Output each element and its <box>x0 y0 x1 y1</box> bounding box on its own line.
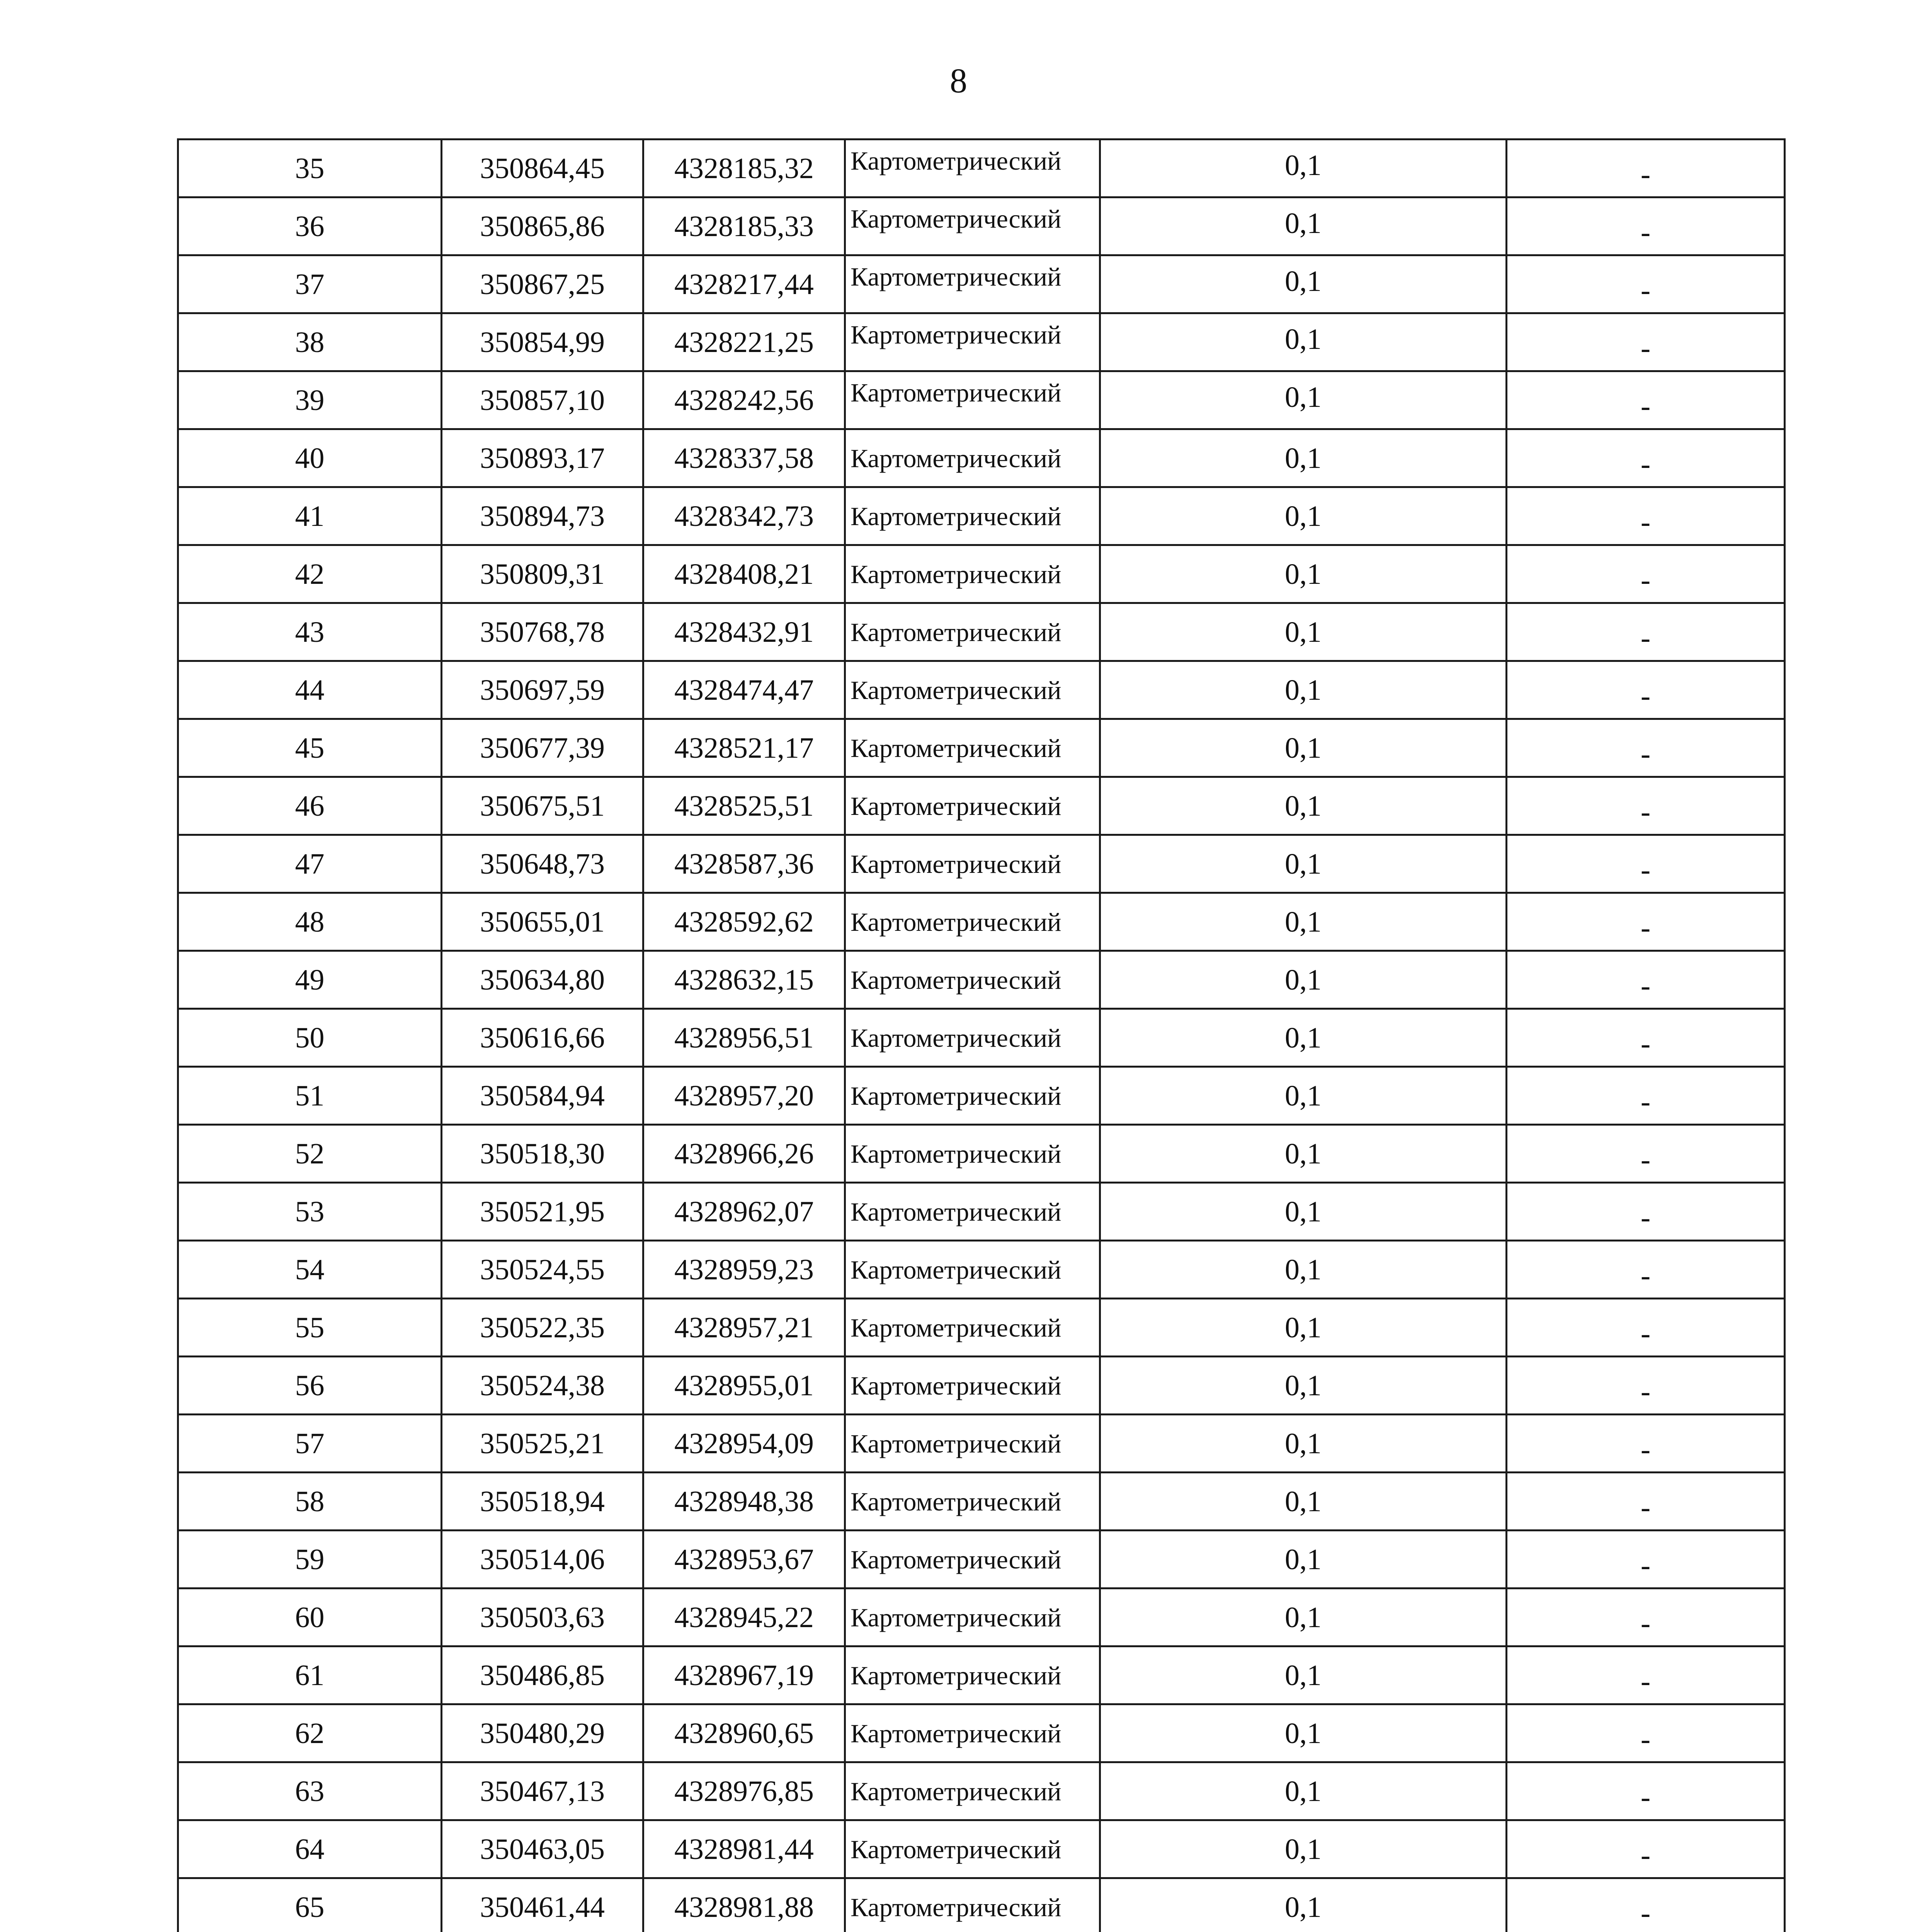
y-coordinate-cell: 4328967,19 <box>643 1646 845 1704</box>
x-coordinate-cell: 350525,21 <box>442 1415 643 1473</box>
point-number-cell: 52 <box>178 1125 442 1183</box>
note-cell: - <box>1507 1183 1785 1241</box>
y-coordinate-cell: 4328474,47 <box>643 661 845 719</box>
y-coordinate-cell: 4328966,26 <box>643 1125 845 1183</box>
method-cell: Картометрический <box>845 255 1100 313</box>
point-number-cell: 65 <box>178 1878 442 1932</box>
point-number-cell: 44 <box>178 661 442 719</box>
x-coordinate-cell: 350463,05 <box>442 1820 643 1878</box>
point-number-cell: 58 <box>178 1473 442 1531</box>
accuracy-cell: 0,1 <box>1100 313 1507 371</box>
point-number-cell: 38 <box>178 313 442 371</box>
y-coordinate-cell: 4328962,07 <box>643 1183 845 1241</box>
y-coordinate-cell: 4328221,25 <box>643 313 845 371</box>
note-cell: - <box>1507 719 1785 777</box>
point-number-cell: 63 <box>178 1762 442 1820</box>
method-cell: Картометрический <box>845 1183 1100 1241</box>
method-cell: Картометрический <box>845 893 1100 951</box>
y-coordinate-cell: 4328587,36 <box>643 835 845 893</box>
y-coordinate-cell: 4328954,09 <box>643 1415 845 1473</box>
note-cell: - <box>1507 313 1785 371</box>
table-row <box>178 139 1785 197</box>
point-number-cell: 45 <box>178 719 442 777</box>
table-row <box>178 719 1785 777</box>
method-cell: Картометрический <box>845 1009 1100 1067</box>
coordinates-table <box>177 138 1786 1932</box>
point-number-cell: 39 <box>178 371 442 429</box>
x-coordinate-cell: 350514,06 <box>442 1531 643 1588</box>
x-coordinate-cell: 350524,55 <box>442 1241 643 1299</box>
table-row <box>178 197 1785 255</box>
method-cell: Картометрический <box>845 603 1100 661</box>
y-coordinate-cell: 4328959,23 <box>643 1241 845 1299</box>
y-coordinate-cell: 4328432,91 <box>643 603 845 661</box>
table-row <box>178 1878 1785 1932</box>
accuracy-cell: 0,1 <box>1100 951 1507 1009</box>
note-cell: - <box>1507 371 1785 429</box>
accuracy-cell: 0,1 <box>1100 429 1507 487</box>
table-row <box>178 603 1785 661</box>
note-cell: - <box>1507 1473 1785 1531</box>
y-coordinate-cell: 4328957,20 <box>643 1067 845 1125</box>
table-row <box>178 777 1785 835</box>
x-coordinate-cell: 350697,59 <box>442 661 643 719</box>
method-cell: Картометрический <box>845 1878 1100 1932</box>
accuracy-cell: 0,1 <box>1100 1067 1507 1125</box>
method-cell: Картометрический <box>845 1415 1100 1473</box>
x-coordinate-cell: 350809,31 <box>442 545 643 603</box>
table-row <box>178 1820 1785 1878</box>
y-coordinate-cell: 4328960,65 <box>643 1704 845 1762</box>
point-number-cell: 48 <box>178 893 442 951</box>
method-cell: Картометрический <box>845 1299 1100 1357</box>
note-cell: - <box>1507 1531 1785 1588</box>
table-row <box>178 1762 1785 1820</box>
accuracy-cell: 0,1 <box>1100 1820 1507 1878</box>
accuracy-cell: 0,1 <box>1100 1125 1507 1183</box>
method-cell: Картометрический <box>845 1473 1100 1531</box>
x-coordinate-cell: 350584,94 <box>442 1067 643 1125</box>
method-cell: Картометрический <box>845 139 1100 197</box>
table-row <box>178 255 1785 313</box>
method-cell: Картометрический <box>845 661 1100 719</box>
point-number-cell: 43 <box>178 603 442 661</box>
point-number-cell: 59 <box>178 1531 442 1588</box>
note-cell: - <box>1507 1762 1785 1820</box>
method-cell: Картометрический <box>845 1588 1100 1646</box>
note-cell: - <box>1507 1299 1785 1357</box>
note-cell: - <box>1507 139 1785 197</box>
method-cell: Картометрический <box>845 1125 1100 1183</box>
table-row <box>178 1357 1785 1415</box>
accuracy-cell: 0,1 <box>1100 1531 1507 1588</box>
x-coordinate-cell: 350655,01 <box>442 893 643 951</box>
point-number-cell: 49 <box>178 951 442 1009</box>
method-cell: Картометрический <box>845 951 1100 1009</box>
point-number-cell: 40 <box>178 429 442 487</box>
x-coordinate-cell: 350854,99 <box>442 313 643 371</box>
y-coordinate-cell: 4328521,17 <box>643 719 845 777</box>
x-coordinate-cell: 350616,66 <box>442 1009 643 1067</box>
accuracy-cell: 0,1 <box>1100 545 1507 603</box>
y-coordinate-cell: 4328957,21 <box>643 1299 845 1357</box>
x-coordinate-cell: 350864,45 <box>442 139 643 197</box>
table-row <box>178 1067 1785 1125</box>
y-coordinate-cell: 4328525,51 <box>643 777 845 835</box>
page-number: 8 <box>950 62 967 100</box>
point-number-cell: 60 <box>178 1588 442 1646</box>
note-cell: - <box>1507 487 1785 545</box>
note-cell: - <box>1507 1646 1785 1704</box>
point-number-cell: 41 <box>178 487 442 545</box>
x-coordinate-cell: 350867,25 <box>442 255 643 313</box>
y-coordinate-cell: 4328956,51 <box>643 1009 845 1067</box>
accuracy-cell: 0,1 <box>1100 1762 1507 1820</box>
accuracy-cell: 0,1 <box>1100 487 1507 545</box>
table-row <box>178 1531 1785 1588</box>
note-cell: - <box>1507 1588 1785 1646</box>
y-coordinate-cell: 4328342,73 <box>643 487 845 545</box>
note-cell: - <box>1507 197 1785 255</box>
table-row <box>178 545 1785 603</box>
note-cell: - <box>1507 603 1785 661</box>
note-cell: - <box>1507 777 1785 835</box>
method-cell: Картометрический <box>845 1531 1100 1588</box>
note-cell: - <box>1507 951 1785 1009</box>
method-cell: Картометрический <box>845 429 1100 487</box>
accuracy-cell: 0,1 <box>1100 835 1507 893</box>
note-cell: - <box>1507 1704 1785 1762</box>
x-coordinate-cell: 350634,80 <box>442 951 643 1009</box>
table-row <box>178 371 1785 429</box>
y-coordinate-cell: 4328981,44 <box>643 1820 845 1878</box>
x-coordinate-cell: 350518,30 <box>442 1125 643 1183</box>
table-row <box>178 661 1785 719</box>
method-cell: Картометрический <box>845 835 1100 893</box>
note-cell: - <box>1507 429 1785 487</box>
accuracy-cell: 0,1 <box>1100 1588 1507 1646</box>
note-cell: - <box>1507 1820 1785 1878</box>
point-number-cell: 53 <box>178 1183 442 1241</box>
point-number-cell: 51 <box>178 1067 442 1125</box>
y-coordinate-cell: 4328955,01 <box>643 1357 845 1415</box>
note-cell: - <box>1507 255 1785 313</box>
method-cell: Картометрический <box>845 1820 1100 1878</box>
accuracy-cell: 0,1 <box>1100 1009 1507 1067</box>
point-number-cell: 62 <box>178 1704 442 1762</box>
method-cell: Картометрический <box>845 777 1100 835</box>
point-number-cell: 37 <box>178 255 442 313</box>
y-coordinate-cell: 4328953,67 <box>643 1531 845 1588</box>
method-cell: Картометрический <box>845 313 1100 371</box>
accuracy-cell: 0,1 <box>1100 139 1507 197</box>
x-coordinate-cell: 350524,38 <box>442 1357 643 1415</box>
table-row <box>178 1125 1785 1183</box>
method-cell: Картометрический <box>845 487 1100 545</box>
x-coordinate-cell: 350894,73 <box>442 487 643 545</box>
x-coordinate-cell: 350648,73 <box>442 835 643 893</box>
accuracy-cell: 0,1 <box>1100 1878 1507 1932</box>
table-row <box>178 1588 1785 1646</box>
accuracy-cell: 0,1 <box>1100 777 1507 835</box>
y-coordinate-cell: 4328408,21 <box>643 545 845 603</box>
method-cell: Картометрический <box>845 1357 1100 1415</box>
note-cell: - <box>1507 1357 1785 1415</box>
y-coordinate-cell: 4328592,62 <box>643 893 845 951</box>
point-number-cell: 61 <box>178 1646 442 1704</box>
accuracy-cell: 0,1 <box>1100 893 1507 951</box>
point-number-cell: 54 <box>178 1241 442 1299</box>
x-coordinate-cell: 350522,35 <box>442 1299 643 1357</box>
point-number-cell: 56 <box>178 1357 442 1415</box>
y-coordinate-cell: 4328242,56 <box>643 371 845 429</box>
y-coordinate-cell: 4328945,22 <box>643 1588 845 1646</box>
x-coordinate-cell: 350893,17 <box>442 429 643 487</box>
note-cell: - <box>1507 1125 1785 1183</box>
point-number-cell: 35 <box>178 139 442 197</box>
table-row <box>178 1241 1785 1299</box>
accuracy-cell: 0,1 <box>1100 661 1507 719</box>
y-coordinate-cell: 4328632,15 <box>643 951 845 1009</box>
coordinates-table-body <box>178 139 1785 1932</box>
table-row <box>178 1183 1785 1241</box>
method-cell: Картометрический <box>845 1067 1100 1125</box>
y-coordinate-cell: 4328981,88 <box>643 1878 845 1932</box>
accuracy-cell: 0,1 <box>1100 1473 1507 1531</box>
method-cell: Картометрический <box>845 545 1100 603</box>
point-number-cell: 55 <box>178 1299 442 1357</box>
note-cell: - <box>1507 835 1785 893</box>
x-coordinate-cell: 350480,29 <box>442 1704 643 1762</box>
y-coordinate-cell: 4328976,85 <box>643 1762 845 1820</box>
note-cell: - <box>1507 1067 1785 1125</box>
x-coordinate-cell: 350461,44 <box>442 1878 643 1932</box>
accuracy-cell: 0,1 <box>1100 1183 1507 1241</box>
x-coordinate-cell: 350503,63 <box>442 1588 643 1646</box>
accuracy-cell: 0,1 <box>1100 255 1507 313</box>
accuracy-cell: 0,1 <box>1100 1299 1507 1357</box>
y-coordinate-cell: 4328337,58 <box>643 429 845 487</box>
x-coordinate-cell: 350677,39 <box>442 719 643 777</box>
method-cell: Картометрический <box>845 1762 1100 1820</box>
x-coordinate-cell: 350486,85 <box>442 1646 643 1704</box>
table-row <box>178 1299 1785 1357</box>
point-number-cell: 57 <box>178 1415 442 1473</box>
point-number-cell: 42 <box>178 545 442 603</box>
x-coordinate-cell: 350675,51 <box>442 777 643 835</box>
note-cell: - <box>1507 545 1785 603</box>
y-coordinate-cell: 4328185,33 <box>643 197 845 255</box>
accuracy-cell: 0,1 <box>1100 1704 1507 1762</box>
accuracy-cell: 0,1 <box>1100 603 1507 661</box>
method-cell: Картометрический <box>845 371 1100 429</box>
note-cell: - <box>1507 893 1785 951</box>
accuracy-cell: 0,1 <box>1100 371 1507 429</box>
point-number-cell: 50 <box>178 1009 442 1067</box>
table-row <box>178 429 1785 487</box>
table-row <box>178 951 1785 1009</box>
point-number-cell: 64 <box>178 1820 442 1878</box>
x-coordinate-cell: 350857,10 <box>442 371 643 429</box>
y-coordinate-cell: 4328217,44 <box>643 255 845 313</box>
method-cell: Картометрический <box>845 197 1100 255</box>
method-cell: Картометрический <box>845 719 1100 777</box>
x-coordinate-cell: 350467,13 <box>442 1762 643 1820</box>
table-row <box>178 893 1785 951</box>
table-row <box>178 487 1785 545</box>
table-row <box>178 313 1785 371</box>
point-number-cell: 47 <box>178 835 442 893</box>
table-row <box>178 1704 1785 1762</box>
point-number-cell: 36 <box>178 197 442 255</box>
table-row <box>178 1473 1785 1531</box>
x-coordinate-cell: 350521,95 <box>442 1183 643 1241</box>
note-cell: - <box>1507 1241 1785 1299</box>
accuracy-cell: 0,1 <box>1100 719 1507 777</box>
method-cell: Картометрический <box>845 1704 1100 1762</box>
table-row <box>178 835 1785 893</box>
y-coordinate-cell: 4328185,32 <box>643 139 845 197</box>
accuracy-cell: 0,1 <box>1100 1415 1507 1473</box>
note-cell: - <box>1507 661 1785 719</box>
y-coordinate-cell: 4328948,38 <box>643 1473 845 1531</box>
table-row <box>178 1009 1785 1067</box>
note-cell: - <box>1507 1009 1785 1067</box>
accuracy-cell: 0,1 <box>1100 197 1507 255</box>
x-coordinate-cell: 350768,78 <box>442 603 643 661</box>
method-cell: Картометрический <box>845 1646 1100 1704</box>
accuracy-cell: 0,1 <box>1100 1241 1507 1299</box>
table-row <box>178 1646 1785 1704</box>
accuracy-cell: 0,1 <box>1100 1357 1507 1415</box>
x-coordinate-cell: 350865,86 <box>442 197 643 255</box>
method-cell: Картометрический <box>845 1241 1100 1299</box>
accuracy-cell: 0,1 <box>1100 1646 1507 1704</box>
note-cell: - <box>1507 1878 1785 1932</box>
note-cell: - <box>1507 1415 1785 1473</box>
table-row <box>178 1415 1785 1473</box>
x-coordinate-cell: 350518,94 <box>442 1473 643 1531</box>
point-number-cell: 46 <box>178 777 442 835</box>
